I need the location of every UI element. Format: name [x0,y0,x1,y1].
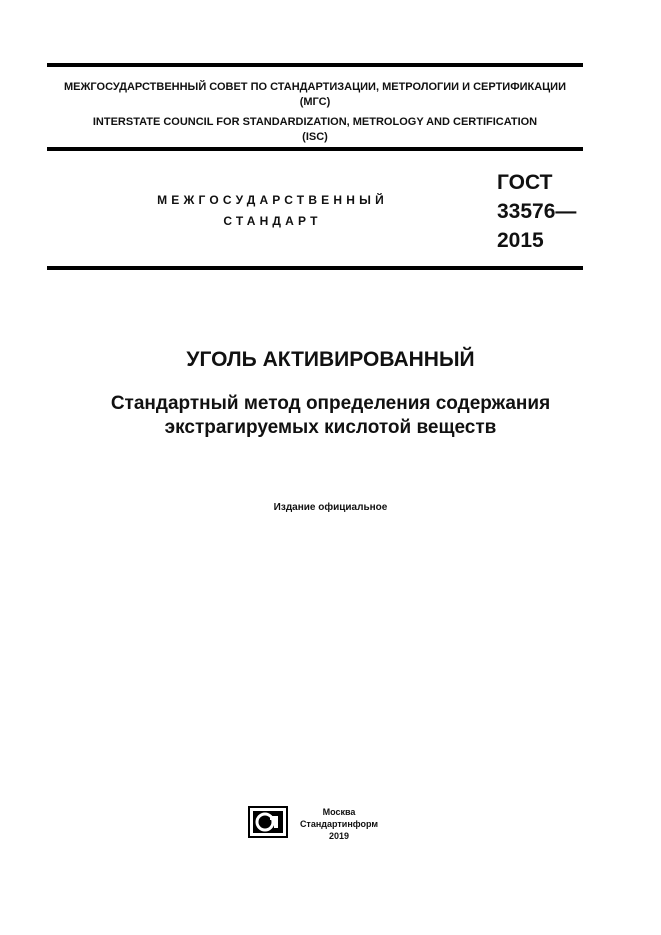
standard-designation [497,168,576,255]
designation-rule [47,266,583,270]
standard-type [150,190,395,232]
council-abbr-en: (ISC) [302,131,328,143]
council-name-en: INTERSTATE COUNCIL FOR STANDARDIZATION, METROLOGY AND CERTIFICATION [92,116,538,128]
designation-year: 2015 [497,229,544,252]
publisher-year: 2019 [328,831,350,841]
document-subtitle [0,392,661,440]
subtitle-line2: экстрагируемых кислотой веществ [164,417,497,438]
subtitle-line1: Стандартный метод определения содержания [110,393,551,414]
publisher-city: Москва [322,807,356,817]
document-title: УГОЛЬ АКТИВИРОВАННЫЙ [186,348,475,371]
edition-label: Издание официальное [273,502,388,513]
standartinform-logo-icon [248,806,288,838]
publisher-name: Стандартинформ [299,819,379,829]
council-rule [47,147,583,151]
council-name-ru: МЕЖГОСУДАРСТВЕННЫЙ СОВЕТ ПО СТАНДАРТИЗАЦИИ, МЕТРОЛОГИИ И СЕРТИФИКАЦИИ [63,81,566,93]
standard-type-line1: МЕЖГОСУДАРСТВЕННЫЙ [157,193,388,207]
designation-prefix: ГОСТ [497,171,553,194]
designation-number: 33576— [497,200,577,223]
top-rule [47,63,583,67]
publisher-info [296,806,382,842]
council-abbr-ru: (МГС) [299,96,331,108]
standard-type-line2: СТАНДАРТ [223,214,322,228]
council-header [47,80,583,145]
